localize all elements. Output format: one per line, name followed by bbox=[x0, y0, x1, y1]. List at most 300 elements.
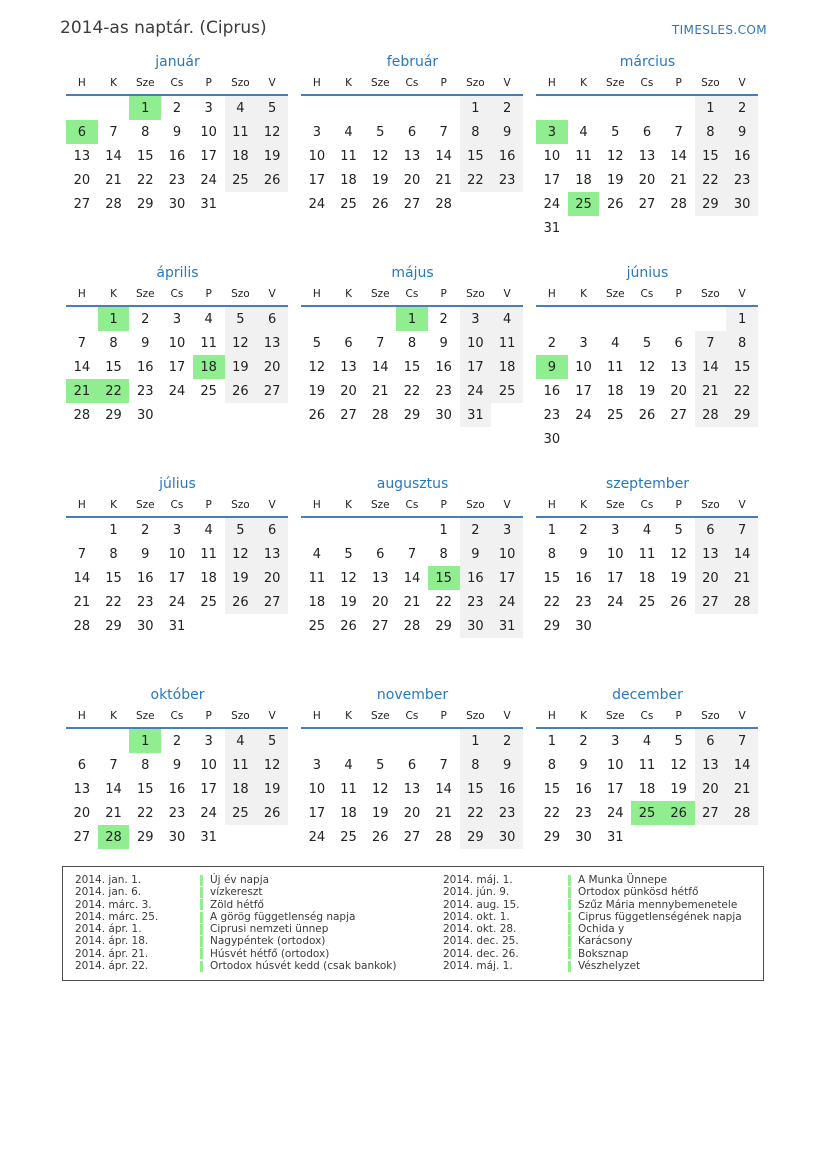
weekday-header: K bbox=[333, 77, 365, 95]
day-cell: 22 bbox=[105, 594, 122, 610]
day-cell: 13 bbox=[73, 148, 91, 164]
day-cell: 15 bbox=[460, 144, 492, 168]
day-cell: 7 bbox=[77, 335, 86, 351]
weekday-header: Sze bbox=[599, 77, 631, 95]
day-cell: 5 bbox=[611, 124, 620, 140]
day-cell: 23 bbox=[460, 590, 492, 614]
day-cell: 22 bbox=[543, 805, 561, 821]
empty-cell bbox=[66, 306, 98, 331]
legend-label: Új év napja bbox=[210, 874, 270, 886]
day-cell: 11 bbox=[340, 781, 357, 797]
day-cell: 12 bbox=[371, 148, 389, 164]
month-table bbox=[301, 499, 523, 638]
weekday-header: Sze bbox=[599, 288, 631, 306]
day-cell: 2 bbox=[141, 311, 150, 327]
day-cell: 24 bbox=[308, 829, 326, 845]
day-cell: 8 bbox=[141, 757, 150, 773]
legend-row bbox=[431, 960, 763, 972]
site-link[interactable]: TIMESLES.COM bbox=[671, 23, 767, 37]
day-cell: 24 bbox=[200, 172, 217, 188]
day-cell: 26 bbox=[256, 168, 288, 192]
empty-cell bbox=[599, 306, 631, 331]
weekday-header: Szo bbox=[460, 288, 492, 306]
day-cell: 27 bbox=[256, 379, 288, 403]
day-cell: 26 bbox=[256, 801, 288, 825]
day-cell: 25 bbox=[568, 192, 600, 216]
day-cell: 26 bbox=[308, 407, 326, 423]
month-table bbox=[66, 77, 288, 216]
empty-cell bbox=[631, 216, 663, 240]
legend-column-right bbox=[431, 874, 763, 972]
legend-row bbox=[63, 899, 431, 911]
day-cell: 27 bbox=[638, 196, 656, 212]
empty-cell bbox=[536, 95, 568, 120]
day-cell: 14 bbox=[435, 148, 452, 164]
legend-date: 2014. jan. 6. bbox=[75, 886, 142, 899]
legend-row bbox=[63, 886, 431, 898]
day-cell: 10 bbox=[491, 542, 523, 566]
day-cell: 3 bbox=[491, 517, 523, 542]
day-cell: 24 bbox=[308, 196, 326, 212]
day-cell: 8 bbox=[547, 546, 556, 562]
weekday-header: V bbox=[256, 288, 288, 306]
day-cell: 14 bbox=[695, 355, 727, 379]
day-cell: 24 bbox=[491, 590, 523, 614]
legend-date: 2014. máj. 1. bbox=[443, 960, 513, 973]
empty-cell bbox=[333, 517, 365, 542]
empty-cell bbox=[726, 614, 758, 638]
day-cell: 15 bbox=[105, 570, 122, 586]
day-cell: 11 bbox=[225, 753, 257, 777]
weekday-header: Sze bbox=[129, 710, 161, 728]
day-cell: 7 bbox=[726, 517, 758, 542]
day-cell: 5 bbox=[256, 95, 288, 120]
day-cell: 28 bbox=[695, 403, 727, 427]
empty-cell bbox=[695, 427, 727, 451]
day-cell: 2 bbox=[491, 95, 523, 120]
day-cell: 1 bbox=[460, 728, 492, 753]
weekday-header: Sze bbox=[364, 710, 396, 728]
day-cell: 25 bbox=[200, 594, 217, 610]
empty-cell bbox=[256, 614, 288, 638]
day-cell: 14 bbox=[435, 781, 452, 797]
day-cell: 6 bbox=[695, 517, 727, 542]
weekday-header: Szo bbox=[460, 710, 492, 728]
empty-cell bbox=[98, 728, 130, 753]
weekday-header: K bbox=[568, 288, 600, 306]
empty-cell bbox=[364, 306, 396, 331]
weekday-header: H bbox=[301, 710, 333, 728]
day-cell: 28 bbox=[726, 801, 758, 825]
day-cell: 31 bbox=[606, 829, 624, 845]
day-cell: 19 bbox=[638, 383, 656, 399]
day-cell: 23 bbox=[136, 594, 154, 610]
day-cell: 17 bbox=[200, 781, 217, 797]
weekday-header: Cs bbox=[161, 77, 193, 95]
weekday-header: Szo bbox=[695, 77, 727, 95]
day-cell: 24 bbox=[168, 594, 186, 610]
day-cell: 19 bbox=[606, 172, 624, 188]
day-cell: 5 bbox=[674, 733, 683, 749]
day-cell: 5 bbox=[312, 335, 321, 351]
weekday-header: Cs bbox=[396, 77, 428, 95]
month-title: július bbox=[159, 476, 196, 492]
weekday-header: H bbox=[536, 288, 568, 306]
day-cell: 12 bbox=[225, 542, 257, 566]
legend-date: 2014. jún. 9. bbox=[443, 886, 510, 899]
empty-cell bbox=[225, 192, 257, 216]
day-cell: 16 bbox=[136, 359, 154, 375]
day-cell: 11 bbox=[200, 335, 217, 351]
month-block-4 bbox=[66, 265, 289, 455]
empty-cell bbox=[631, 427, 663, 451]
day-cell: 26 bbox=[225, 590, 257, 614]
day-cell: 6 bbox=[674, 335, 683, 351]
day-cell: 14 bbox=[105, 148, 122, 164]
day-cell: 2 bbox=[141, 522, 150, 538]
day-cell: 13 bbox=[403, 781, 421, 797]
day-cell: 21 bbox=[695, 379, 727, 403]
day-cell: 25 bbox=[200, 383, 217, 399]
month-block-2 bbox=[301, 54, 524, 244]
day-cell: 18 bbox=[193, 355, 225, 379]
holiday-marker-icon bbox=[200, 875, 203, 886]
month-table bbox=[66, 499, 288, 638]
empty-cell bbox=[695, 306, 727, 331]
legend-label: Ciprusi nemzeti ünnep bbox=[210, 923, 329, 936]
day-cell: 9 bbox=[172, 757, 182, 773]
day-cell: 16 bbox=[575, 570, 592, 586]
day-cell: 13 bbox=[695, 542, 727, 566]
day-cell: 30 bbox=[543, 431, 561, 447]
day-cell: 10 bbox=[308, 148, 326, 164]
weekday-header: V bbox=[491, 499, 523, 517]
day-cell: 25 bbox=[491, 379, 523, 403]
month-title: október bbox=[150, 687, 205, 703]
day-cell: 21 bbox=[105, 805, 122, 821]
holiday-legend bbox=[62, 866, 764, 981]
day-cell: 16 bbox=[168, 781, 186, 797]
day-cell: 6 bbox=[376, 546, 385, 562]
day-cell: 30 bbox=[136, 618, 154, 634]
day-cell: 23 bbox=[136, 383, 154, 399]
day-cell: 13 bbox=[638, 148, 656, 164]
day-cell: 24 bbox=[543, 196, 561, 212]
day-cell: 8 bbox=[695, 120, 727, 144]
legend-date: 2014. aug. 15. bbox=[443, 898, 520, 911]
legend-label: Ortodox húsvét kedd (csak bankok) bbox=[210, 960, 397, 973]
day-cell: 10 bbox=[606, 546, 624, 562]
empty-cell bbox=[631, 614, 663, 638]
day-cell: 6 bbox=[256, 306, 288, 331]
day-cell: 12 bbox=[371, 781, 389, 797]
weekday-header: K bbox=[98, 710, 130, 728]
holiday-marker-icon bbox=[200, 887, 203, 898]
empty-cell bbox=[66, 95, 98, 120]
day-cell: 13 bbox=[371, 570, 389, 586]
day-cell: 8 bbox=[726, 331, 758, 355]
holiday-marker-icon bbox=[568, 961, 571, 972]
day-cell: 10 bbox=[168, 546, 186, 562]
legend-label: Vészhelyzet bbox=[578, 960, 641, 973]
empty-cell bbox=[460, 192, 492, 216]
day-cell: 19 bbox=[225, 566, 257, 590]
legend-row bbox=[431, 948, 763, 960]
empty-cell bbox=[663, 306, 695, 331]
day-cell: 16 bbox=[460, 566, 492, 590]
day-cell: 27 bbox=[371, 618, 389, 634]
day-cell: 3 bbox=[579, 335, 588, 351]
day-cell: 27 bbox=[695, 801, 727, 825]
empty-cell bbox=[599, 427, 631, 451]
holiday-marker-icon bbox=[568, 912, 571, 923]
empty-cell bbox=[663, 427, 695, 451]
day-cell: 9 bbox=[141, 335, 150, 351]
day-cell: 15 bbox=[428, 566, 460, 590]
day-cell: 29 bbox=[543, 829, 561, 845]
weekday-header: K bbox=[568, 77, 600, 95]
day-cell: 4 bbox=[344, 757, 353, 773]
weekday-header: K bbox=[98, 499, 130, 517]
day-cell: 31 bbox=[491, 614, 523, 638]
weekday-header: Cs bbox=[161, 288, 193, 306]
weekday-header: V bbox=[256, 499, 288, 517]
empty-cell bbox=[491, 192, 523, 216]
day-cell: 20 bbox=[638, 172, 656, 188]
legend-row bbox=[431, 899, 763, 911]
legend-date: 2014. máj. 1. bbox=[443, 874, 513, 886]
day-cell: 2 bbox=[547, 335, 556, 351]
day-cell: 22 bbox=[403, 383, 421, 399]
weekday-header: Szo bbox=[225, 77, 257, 95]
day-cell: 4 bbox=[611, 335, 620, 351]
month-block-1 bbox=[66, 54, 289, 244]
day-cell: 24 bbox=[200, 805, 217, 821]
weekday-header: H bbox=[536, 77, 568, 95]
legend-date: 2014. jan. 1. bbox=[75, 874, 142, 886]
legend-row bbox=[431, 886, 763, 898]
day-cell: 18 bbox=[200, 570, 217, 586]
weekday-header: P bbox=[428, 710, 460, 728]
day-cell: 3 bbox=[536, 120, 568, 144]
day-cell: 20 bbox=[256, 566, 288, 590]
day-cell: 12 bbox=[638, 359, 656, 375]
legend-date: 2014. ápr. 18. bbox=[75, 935, 149, 948]
holiday-marker-icon bbox=[200, 924, 203, 935]
day-cell: 9 bbox=[536, 355, 568, 379]
day-cell: 5 bbox=[674, 522, 683, 538]
legend-row bbox=[63, 923, 431, 935]
day-cell: 7 bbox=[726, 728, 758, 753]
day-cell: 20 bbox=[670, 383, 687, 399]
day-cell: 19 bbox=[340, 594, 357, 610]
day-cell: 28 bbox=[98, 825, 130, 849]
day-cell: 21 bbox=[726, 777, 758, 801]
legend-date: 2014. márc. 25. bbox=[75, 910, 159, 923]
holiday-marker-icon bbox=[568, 875, 571, 886]
weekday-header: P bbox=[428, 288, 460, 306]
legend-label: Nagypéntek (ortodox) bbox=[210, 935, 326, 948]
day-cell: 3 bbox=[172, 311, 182, 327]
legend-label: Ortodox pünkösd hétfő bbox=[578, 886, 699, 899]
day-cell: 15 bbox=[460, 777, 492, 801]
day-cell: 1 bbox=[396, 306, 428, 331]
day-cell: 13 bbox=[73, 781, 91, 797]
day-cell: 9 bbox=[460, 542, 492, 566]
day-cell: 4 bbox=[225, 95, 257, 120]
day-cell: 29 bbox=[136, 196, 154, 212]
day-cell: 17 bbox=[308, 805, 326, 821]
day-cell: 6 bbox=[407, 124, 417, 140]
weekday-header: Sze bbox=[129, 77, 161, 95]
empty-cell bbox=[396, 517, 428, 542]
day-cell: 29 bbox=[136, 829, 154, 845]
day-cell: 10 bbox=[606, 757, 624, 773]
day-cell: 20 bbox=[73, 172, 91, 188]
day-cell: 30 bbox=[460, 614, 492, 638]
day-cell: 30 bbox=[575, 829, 592, 845]
legend-date: 2014. ápr. 1. bbox=[75, 923, 142, 936]
empty-cell bbox=[364, 728, 396, 753]
day-cell: 25 bbox=[340, 196, 357, 212]
day-cell: 15 bbox=[543, 570, 561, 586]
empty-cell bbox=[396, 95, 428, 120]
day-cell: 30 bbox=[575, 618, 592, 634]
day-cell: 19 bbox=[308, 383, 326, 399]
weekday-header: H bbox=[301, 288, 333, 306]
weekday-header: V bbox=[726, 499, 758, 517]
day-cell: 7 bbox=[109, 757, 118, 773]
day-cell: 3 bbox=[204, 100, 213, 116]
empty-cell bbox=[333, 306, 365, 331]
day-cell: 7 bbox=[407, 546, 417, 562]
month-block-8 bbox=[301, 476, 524, 666]
day-cell: 4 bbox=[344, 124, 353, 140]
day-cell: 22 bbox=[136, 172, 154, 188]
empty-cell bbox=[256, 403, 288, 427]
day-cell: 5 bbox=[225, 306, 257, 331]
weekday-header: K bbox=[98, 288, 130, 306]
day-cell: 26 bbox=[371, 829, 389, 845]
day-cell: 25 bbox=[631, 801, 663, 825]
day-cell: 23 bbox=[435, 383, 452, 399]
day-cell: 23 bbox=[726, 168, 758, 192]
day-cell: 11 bbox=[638, 546, 656, 562]
day-cell: 18 bbox=[340, 172, 357, 188]
weekday-header: Szo bbox=[460, 77, 492, 95]
day-cell: 29 bbox=[105, 618, 122, 634]
weekday-header: K bbox=[98, 77, 130, 95]
legend-row bbox=[63, 948, 431, 960]
day-cell: 2 bbox=[491, 728, 523, 753]
empty-cell bbox=[599, 614, 631, 638]
weekday-header: Sze bbox=[364, 288, 396, 306]
legend-label: Boksznap bbox=[578, 947, 629, 960]
day-cell: 16 bbox=[543, 383, 561, 399]
holiday-marker-icon bbox=[568, 924, 571, 935]
empty-cell bbox=[301, 306, 333, 331]
day-cell: 18 bbox=[225, 144, 257, 168]
day-cell: 22 bbox=[460, 801, 492, 825]
day-cell: 28 bbox=[371, 407, 389, 423]
day-cell: 8 bbox=[141, 124, 150, 140]
legend-row bbox=[63, 874, 431, 886]
empty-cell bbox=[364, 517, 396, 542]
day-cell: 31 bbox=[460, 403, 492, 427]
day-cell: 29 bbox=[543, 618, 561, 634]
month-title: augusztus bbox=[376, 476, 449, 492]
empty-cell bbox=[599, 216, 631, 240]
weekday-header: P bbox=[193, 77, 225, 95]
month-table bbox=[301, 77, 523, 216]
month-table bbox=[536, 710, 758, 849]
day-cell: 11 bbox=[575, 148, 592, 164]
day-cell: 7 bbox=[439, 757, 448, 773]
day-cell: 1 bbox=[98, 306, 130, 331]
day-cell: 22 bbox=[726, 379, 758, 403]
empty-cell bbox=[256, 192, 288, 216]
day-cell: 8 bbox=[460, 753, 492, 777]
day-cell: 31 bbox=[200, 829, 217, 845]
day-cell: 1 bbox=[726, 306, 758, 331]
day-cell: 3 bbox=[611, 733, 620, 749]
day-cell: 17 bbox=[543, 172, 561, 188]
legend-date: 2014. okt. 28. bbox=[443, 923, 517, 936]
day-cell: 15 bbox=[136, 781, 154, 797]
day-cell: 26 bbox=[606, 196, 624, 212]
weekday-header: Sze bbox=[364, 499, 396, 517]
day-cell: 7 bbox=[674, 124, 683, 140]
empty-cell bbox=[333, 95, 365, 120]
day-cell: 1 bbox=[439, 522, 448, 538]
day-cell: 4 bbox=[204, 522, 213, 538]
weekday-header: P bbox=[663, 710, 695, 728]
month-table bbox=[536, 77, 758, 240]
empty-cell bbox=[568, 427, 600, 451]
empty-cell bbox=[568, 95, 600, 120]
empty-cell bbox=[66, 517, 98, 542]
day-cell: 26 bbox=[663, 801, 695, 825]
page-header bbox=[0, 0, 827, 38]
weekday-header: Szo bbox=[695, 499, 727, 517]
day-cell: 19 bbox=[371, 172, 389, 188]
month-block-11 bbox=[301, 687, 524, 877]
day-cell: 21 bbox=[435, 805, 452, 821]
legend-label: Karácsony bbox=[578, 935, 633, 948]
day-cell: 20 bbox=[695, 566, 727, 590]
weekday-header: H bbox=[536, 710, 568, 728]
day-cell: 2 bbox=[726, 95, 758, 120]
day-cell: 11 bbox=[225, 120, 257, 144]
day-cell: 14 bbox=[73, 570, 91, 586]
empty-cell bbox=[428, 95, 460, 120]
day-cell: 3 bbox=[460, 306, 492, 331]
day-cell: 24 bbox=[168, 383, 186, 399]
day-cell: 26 bbox=[340, 618, 357, 634]
day-cell: 11 bbox=[340, 148, 357, 164]
day-cell: 28 bbox=[670, 196, 687, 212]
day-cell: 18 bbox=[308, 594, 326, 610]
legend-label: Szűz Mária mennybemenetele bbox=[578, 898, 738, 911]
day-cell: 10 bbox=[575, 359, 592, 375]
weekday-header: P bbox=[663, 499, 695, 517]
weekday-header: Sze bbox=[129, 288, 161, 306]
day-cell: 3 bbox=[312, 124, 321, 140]
legend-label: A görög függetlenség napja bbox=[210, 910, 356, 923]
day-cell: 4 bbox=[579, 124, 588, 140]
empty-cell bbox=[568, 306, 600, 331]
day-cell: 13 bbox=[256, 542, 288, 566]
